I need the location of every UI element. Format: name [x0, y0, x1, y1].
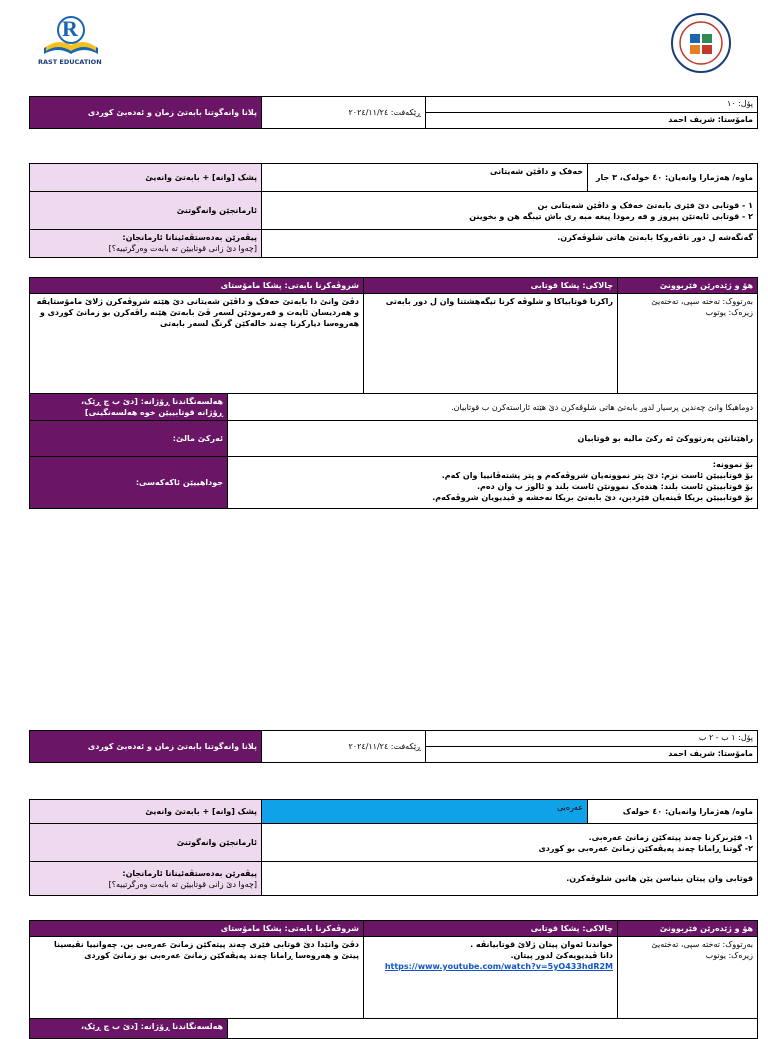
- plan2-resources-head: ھۆ و ژێدەرێن فێربوونێ: [618, 921, 758, 937]
- plan2-objectives-label: ئارمانجێن وانەگوتنێ: [30, 824, 262, 862]
- plan1-objectives: [262, 192, 758, 230]
- plan2-measure-value: قوتابی وان پیتان بنیاسن یێن ھاتین شلوڤەکرن.: [262, 862, 758, 896]
- plan1-grade: پۆل: ١٠: [426, 97, 757, 113]
- plan1-teacher-text: دڤێ وانێ دا بابەتێ خەفک و داڤێن شەیتانی دێ ھێتە شروڤەکرن ژلاێ مامۆستایڤە و ھەردیسان ئایەت و فەرمودێن لسەر ڤێ بابەتێ ھێنە راڤەکرن بو زمانێ کوردی و ھەروەسا دیارکرنا چەند خالەکێن گرنگ لسەر بابەتی: [30, 294, 364, 394]
- plan1-evaluation-label-1: ھەلسەنگاندنا ڕۆژانە: [دێ ب چ ڕێک،: [80, 397, 223, 406]
- plan1-part-label: پشک [وانە] + بابەتێ وانەیێ: [30, 164, 262, 192]
- plan2-evaluation-value: [228, 1019, 758, 1039]
- plan2-student-line-2: دانا ڤیدیویەکێ لدور پیتان.: [510, 951, 614, 960]
- plan1-student-head: چالاکی: پشکا قوتابی: [364, 278, 618, 294]
- plan1-info-table: [29, 163, 758, 258]
- plan2-student-cell: [364, 937, 618, 1019]
- plan2-teacher-head: شروڤەکرنا بابەتی: پشکا مامۆستای: [30, 921, 364, 937]
- plan1-measure-label-1: پیڤەرێن بەدەستڤەئینانا ئارمانجان:: [122, 233, 257, 242]
- logo-caption: RAST EDUCATION: [38, 58, 102, 66]
- plan2-resources: [618, 937, 758, 1019]
- plan1-diff-line-2: بۆ قوتابییێن ئاست نزم: دێ پتر نموونەیان شروڤەکەم و پتر پشتەڤانییا وان کەم.: [441, 471, 754, 480]
- youtube-link[interactable]: https://www.youtube.com/watch?v=5yO433hdR2M: [384, 962, 614, 971]
- plan1-evaluation-label: [30, 394, 228, 421]
- plan2-date: ڕێکەفت: ٢٠٢٤/١١/٢٤: [262, 731, 426, 763]
- plan1-diff-line-1: بۆ نموونە:: [712, 460, 754, 469]
- plan2-header-table: [29, 730, 758, 763]
- plan1-evaluation-value: دوماھیکا وانێ چەندین پرسیار لدور بابەتێ ھاتی شلوڤەکرن دێ ھێتە ئاراستەکرن ب قوتابیان.: [228, 394, 758, 421]
- plan1-date: ڕێکەفت: ٢٠٢٤/١١/٢٤: [262, 97, 426, 129]
- plan1-evaluation-label-2: ڕۆژانە قوتابییێن خوە ھەلسەنگینی]: [84, 408, 223, 417]
- plan1-activities-table: [29, 277, 758, 509]
- plan2-part-value: عەرەبی: [262, 800, 588, 824]
- plan1-resource-2: زیرەک: یوتوب: [705, 308, 754, 317]
- plan2-student-head: چالاکی: پشکا قوتابی: [364, 921, 618, 937]
- plan2-part-label: پشک [وانە] + بابەتێ وانەیێ: [30, 800, 262, 824]
- plan2-evaluation-label: ھەلسەنگاندنا ڕۆژانە: [دێ ب چ ڕێک،: [30, 1019, 228, 1039]
- plan2-measure-label-2: [چەوا دێ زانی قوتابیێن تە بابەت وەرگرتییە؟]: [108, 879, 257, 889]
- plan2-resource-1: بەرتووک: تەختە سپی، تەختەیێ: [651, 940, 754, 949]
- plan1-resources: [618, 294, 758, 394]
- plan2-activities-table: [29, 920, 758, 1039]
- plan1-part-value: خەفک و داڤێن شەیتانی: [262, 164, 588, 192]
- plan1-diff-line-4: بۆ قوتابییێن بریکا ڤینەیان فێردبن، دێ بابەتێ بریکا نەخشە و ڤیدیویان شروڤەکەم.: [432, 493, 754, 502]
- plan2-objective-1: ١- فێربرکرنا چەند پیتەکێن زمانێ عەرەبی.: [588, 832, 753, 842]
- plan1-objective-1: ١ - قوتابی دێ فێری بابەتێ خەفک و داڤێن شەیتانی بن: [537, 200, 753, 210]
- plan2-teacher: مامۆستا: شریف احمد: [668, 749, 753, 758]
- plan2-info-table: [29, 799, 758, 896]
- plan2-grade: پۆل: ١ ب - ٢ ب: [426, 731, 757, 747]
- plan1-teacher: مامۆستا: شریف احمد: [668, 115, 753, 124]
- plan2-objectives: [262, 824, 758, 862]
- plan1-student-text: راکرنا قوتابیاکا و شلوڤە کرنا تیگەھشتنا وان ل دور بابەتی: [364, 294, 618, 394]
- plan1-title: پلانا وانەگوتنا بابەتێ زمان و ئەدەبێ کوردی: [30, 97, 262, 129]
- plan1-diff-line-3: بۆ قوتابییێن ئاست بلند: ھندەک نموونێن ئاست بلند و ئالوز ب وان دەم.: [477, 482, 754, 491]
- plan1-differentiation-lines: [228, 457, 758, 509]
- plan1-resources-head: ھۆ و ژێدەرێن فێربوونێ: [618, 278, 758, 294]
- plan1-homework-value: راھێنانێن پەرتووکێ ئە رکێ مالیە بو قوتابیان: [228, 421, 758, 457]
- plan2-measure-label-1: پیڤەرێن بەدەستڤەئینانا ئارمانجان:: [122, 868, 257, 878]
- plan1-homework-label: ئەرکێ مالێ:: [30, 421, 228, 457]
- plan2-measure-label: [30, 862, 262, 896]
- plan1-differentiation-label: جوداھییێن ئاکەکەسی:: [30, 457, 228, 509]
- plan2-student-line-1: خواندنا ئەوان پیتان ژلاێ قوتابیانڤە .: [470, 940, 614, 949]
- plan1-teacher-head: شروڤەکرنا بابەتی: پشکا مامۆستای: [30, 278, 364, 294]
- school-seal-logo: [670, 12, 732, 74]
- plan2-objective-2: ٢- گوتنا ڕامانا چەند پەیڤەکێن زمانێ عەرەبی بو کوردی: [538, 843, 753, 853]
- plan2-duration: ماوە/ ھەژمارا وانەیان: ٤٠ خولەک: [588, 800, 758, 824]
- plan2-resource-2: زیرەک: یوتوب: [705, 951, 754, 960]
- plan1-measure-label-2: [چەوا دێ زانی قوتابیێن تە بابەت وەرگرتییە؟]: [108, 244, 257, 253]
- plan2-teacher-text: دڤێ وانێدا دێ قوتابی فێری چەند پیتەکێن زمانێ عەرەبی بن. چەوانییا نڤیسینا پیتێ و ھەروەسا ڕامانا چەند پەیڤەکێن زمانێ عەرەبی بو زمانێ کوردی: [30, 937, 364, 1019]
- plan1-measure-value: گەنگەشە ل دور ناڤەروکا بابەتێ ھاتی شلوڤەکرن.: [262, 230, 758, 258]
- plan1-objectives-label: ئارمانجێن وانەگوتنێ: [30, 192, 262, 230]
- school-seal-icon: [670, 12, 732, 74]
- plan1-header-table: [29, 96, 758, 129]
- logo-mark: R: [62, 16, 78, 41]
- plan1-resource-1: بەرتووک: تەختە سپی، تەختەیێ: [651, 297, 754, 306]
- plan1-objective-2: ٢ - قوتابی ئایەتێن پیروز و فە رمودا پیغه مبه ری باش تیبگه هن و بخوینن: [469, 211, 753, 221]
- plan2-title: پلانا وانەگوتنا بابەتێ زمان و ئەدەبێ کوردی: [30, 731, 262, 763]
- rast-education-logo: [36, 14, 106, 70]
- plan1-measure-label: [30, 230, 262, 258]
- plan1-duration: ماوە/ ھەژمارا وانەیان: ٤٠ خولەک، ٣ جار: [588, 164, 758, 192]
